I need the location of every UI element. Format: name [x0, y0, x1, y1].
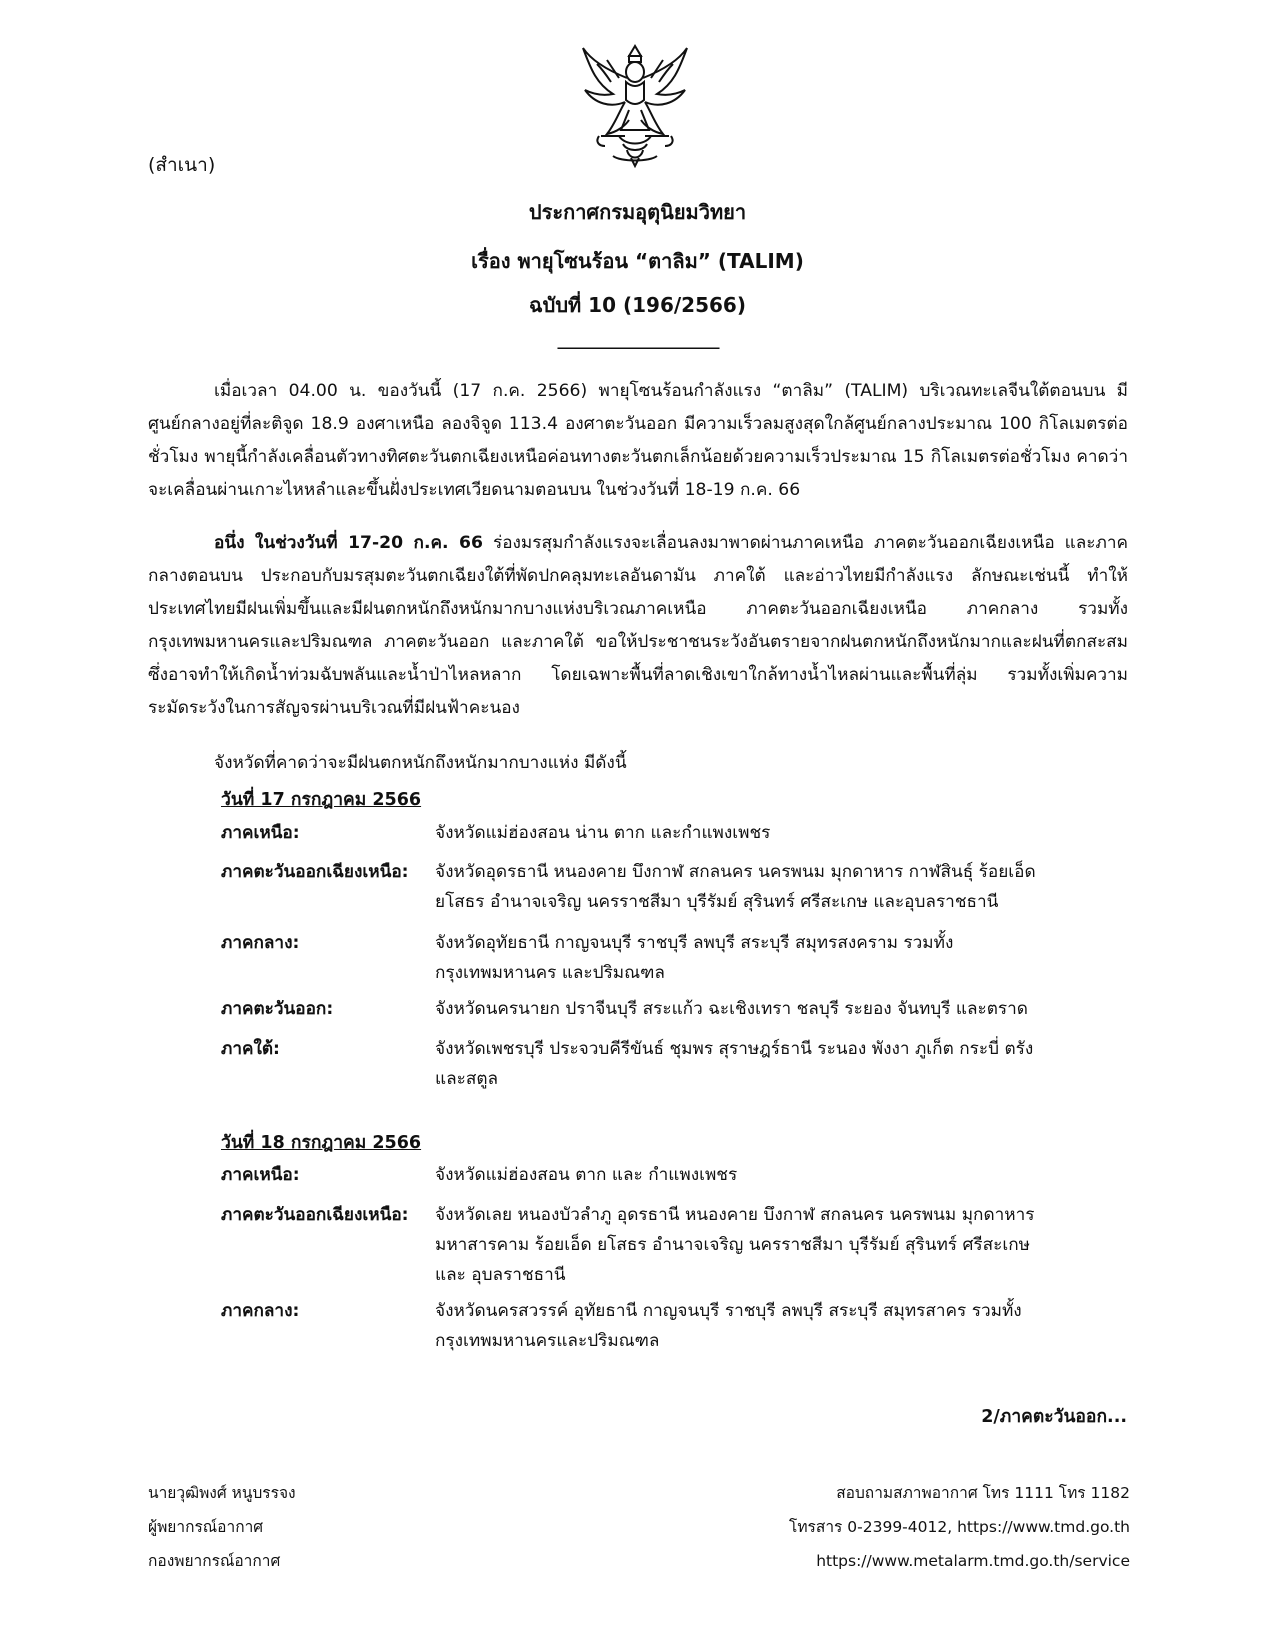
garuda-emblem-icon [577, 40, 693, 168]
day-heading-18: วันที่ 18 กรกฎาคม 2566 [221, 1133, 422, 1153]
next-page-note: 2/ภาคตะวันออก... [981, 1407, 1127, 1427]
contact-phone: สอบถามสภาพอากาศ โทร 1111 โทร 1182 [836, 1484, 1130, 1502]
title-divider: ————————— [556, 335, 719, 359]
forecaster-position: ผู้พยากรณ์อากาศ [148, 1518, 264, 1536]
region-name: ภาคตะวันออกเฉียงเหนือ: [221, 1205, 409, 1225]
paragraph-monsoon [148, 527, 1128, 725]
day-heading-17: วันที่ 17 กรกฎาคม 2566 [221, 790, 422, 810]
footer-contact [789, 1476, 1130, 1578]
forecaster-division: กองพยากรณ์อากาศ [148, 1552, 281, 1570]
region-provinces: จังหวัดเพชรบุรี ประจวบคีรีขันธ์ ชุมพร สุราษฎร์ธานี ระนอง พังงา ภูเก็ต กระบี่ ตรัง และสตูล [435, 1039, 1034, 1089]
region-name: ภาคตะวันออก: [221, 999, 334, 1019]
province-list-intro: จังหวัดที่คาดว่าจะมีฝนตกหนักถึงหนักมากบางแห่ง มีดังนี้ [214, 753, 627, 773]
contact-service-link[interactable]: https://www.metalarm.tmd.go.th/service [816, 1552, 1130, 1570]
paragraph-storm-position: เมื่อเวลา 04.00 น. ของวันนี้ (17 ก.ค. 2566) พายุโซนร้อนกำลังแรง “ตาลิม” (TALIM) บริเวณทะเลจีนใต้ตอนบน มีศูนย์กลางอยู่ที่ละติจูด 18.9 องศาเหนือ ลองจิจูด 113.4 องศาตะวันออก มีความเร็วลมสูงสุดใกล้ศูนย์กลางประมาณ 100 กิโลเมตรต่อชั่วโมง พายุนี้กำลังเคลื่อนตัวทางทิศตะวันตกเฉียงเหนือค่อนทางตะวันตกเล็กน้อยด้วยความเร็วประมาณ 15 กิโลเมตรต่อชั่วโมง คาดว่าจะเคลื่อนผ่านเกาะไหหลำและขึ้นฝั่งประเทศเวียดนามตอนบน ในช่วงวันที่ 18-19 ก.ค. 66 [148, 381, 1128, 500]
region-provinces: จังหวัดแม่ฮ่องสอน ตาก และ กำแพงเพชร [435, 1165, 738, 1185]
announcement-title: ประกาศกรมอุตุนิยมวิทยา [528, 200, 747, 224]
region-name: ภาคตะวันออกเฉียงเหนือ: [221, 862, 409, 882]
region-provinces: จังหวัดอุดรธานี หนองคาย บึงกาฬ สกลนคร นครพนม มุกดาหาร กาฬสินธุ์ ร้อยเอ็ด ยโสธร อำนาจเจริญ นครราชสีมา บุรีรัมย์ สุรินทร์ ศรีสะเกษ และอุบลราชธานี [435, 862, 1036, 912]
region-name: ภาคกลาง: [221, 1301, 300, 1321]
copy-label: (สำเนา) [148, 154, 216, 176]
paragraph-monsoon-lead: อนึ่ง ในช่วงวันที่ 17-20 ก.ค. 66 [214, 533, 483, 553]
region-provinces: จังหวัดเลย หนองบัวลำภู อุดรธานี หนองคาย บึงกาฬ สกลนคร นครพนม มุกดาหาร มหาสารคาม ร้อยเอ็ด ยโสธร อำนาจเจริญ นครราชสีมา บุรีรัมย์ สุรินทร์ ศรีสะเกษ และ อุบลราชธานี [435, 1205, 1035, 1285]
region-name: ภาคเหนือ: [221, 823, 300, 843]
announcement-subject: เรื่อง พายุโซนร้อน “ตาลิม” (TALIM) [471, 249, 804, 273]
region-provinces: จังหวัดนครสวรรค์ อุทัยธานี กาญจนบุรี ราชบุรี ลพบุรี สระบุรี สมุทรสาคร รวมทั้งกรุงเทพมหานครและปริมณฑล [435, 1301, 1022, 1351]
region-name: ภาคเหนือ: [221, 1165, 300, 1185]
region-provinces: จังหวัดแม่ฮ่องสอน น่าน ตาก และกำแพงเพชร [435, 823, 771, 843]
region-name: ภาคใต้: [221, 1039, 280, 1059]
paragraph-monsoon-body: ร่องมรสุมกำลังแรงจะเลื่อนลงมาพาดผ่านภาคเหนือ ภาคตะวันออกเฉียงเหนือ และภาคกลางตอนบน ประกอบกับมรสุมตะวันตกเฉียงใต้ที่พัดปกคลุมทะเลอันดามัน ภาคใต้ และอ่าวไทยมีกำลังแรง ลักษณะเช่นนี้ ทำให้ประเทศไทยมีฝนเพิ่มขึ้นและมีฝนตกหนักถึงหนักมากบางแห่งบริเวณภาคเหนือ ภาคตะวันออกเฉียงเหนือ ภาคกลาง รวมทั้งกรุงเทพมหานครและปริมณฑล ภาคตะวันออก และภาคใต้ ขอให้ประชาชนระวังอันตรายจากฝนตกหนักถึงหนักมากและฝนที่ตกสะสมซึ่งอาจทำให้เกิดน้ำท่วมฉับพลันและน้ำป่าไหลหลาก โดยเฉพาะพื้นที่ลาดเชิงเขาใกล้ทางน้ำไหลผ่านและพื้นที่ลุ่ม รวมทั้งเพิ่มความระมัดระวังในการสัญจรผ่านบริเวณที่มีฝนฟ้าคะนอง [148, 533, 1128, 718]
forecaster-name: นายวุฒิพงศ์ หนูบรรจง [148, 1484, 296, 1502]
contact-fax-website[interactable]: โทรสาร 0-2399-4012, https://www.tmd.go.th [789, 1518, 1130, 1536]
region-provinces: จังหวัดอุทัยธานี กาญจนบุรี ราชบุรี ลพบุรี สระบุรี สมุทรสงคราม รวมทั้งกรุงเทพมหานคร และปริมณฑล [435, 933, 954, 983]
footer-forecaster [148, 1476, 296, 1578]
announcement-issue: ฉบับที่ 10 (196/2566) [529, 293, 746, 317]
region-name: ภาคกลาง: [221, 933, 300, 953]
region-provinces: จังหวัดนครนายก ปราจีนบุรี สระแก้ว ฉะเชิงเทรา ชลบุรี ระยอง จันทบุรี และตราด [435, 999, 1028, 1019]
